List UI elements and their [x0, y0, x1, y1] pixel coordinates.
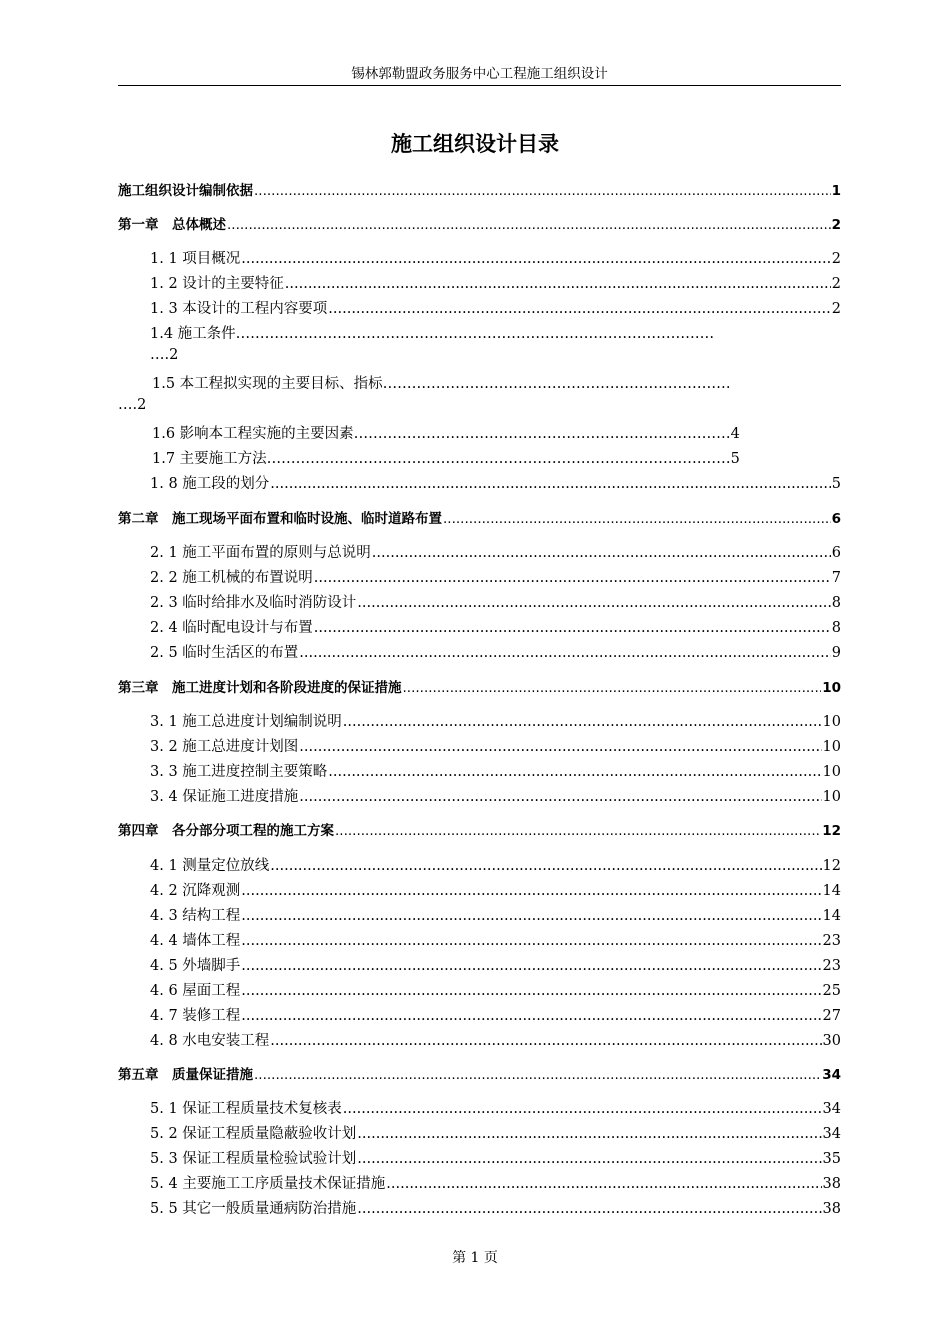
toc-label: 2. 2 施工机械的布置说明: [150, 570, 313, 586]
toc-leader: ………………………………………………………………: [382, 376, 731, 392]
toc-section-4-6[interactable]: [150, 979, 841, 1001]
toc-section-3-2[interactable]: [150, 735, 841, 757]
toc-page: ….2: [118, 397, 147, 413]
toc-section-3-1[interactable]: [150, 710, 841, 732]
toc-section-2-5[interactable]: [150, 641, 841, 663]
toc-label: 4. 1 测量定位放线: [150, 858, 270, 874]
toc-label: 第三章 施工进度计划和各阶段进度的保证措施: [118, 680, 402, 696]
toc-page: 8: [831, 620, 841, 636]
toc-page: 8: [831, 595, 841, 611]
toc-label: 3. 2 施工总进度计划图: [150, 739, 299, 755]
toc-page: 38: [822, 1176, 841, 1192]
toc-section-4-8[interactable]: [150, 1029, 841, 1051]
toc-label: 2. 1 施工平面布置的原则与总说明: [150, 545, 371, 561]
toc-label: 1.5 本工程拟实现的主要目标、指标: [152, 376, 383, 392]
toc-page: 35: [822, 1151, 841, 1167]
toc-page: 38: [822, 1201, 841, 1217]
toc-label: 5. 4 主要施工工序质量技术保证措施: [150, 1176, 386, 1192]
toc-section-1-5[interactable]: [152, 372, 841, 393]
toc-label: 1.4 施工条件: [150, 326, 236, 342]
toc-section-2-2[interactable]: [150, 566, 841, 588]
toc-section-3-3[interactable]: [150, 760, 841, 782]
toc-section-5-4[interactable]: [150, 1172, 841, 1194]
toc-label: 2. 5 临时生活区的布置: [150, 645, 299, 661]
toc-section-1-2[interactable]: [150, 272, 841, 294]
toc-page: 10: [822, 739, 841, 755]
toc-chapter-3[interactable]: [118, 676, 841, 698]
toc-label: 1.6 影响本工程实施的主要因素: [152, 426, 354, 442]
toc-label: 2. 3 临时给排水及临时消防设计: [150, 595, 357, 611]
toc-section-4-3[interactable]: [150, 904, 841, 926]
toc-page: 2: [831, 251, 841, 267]
toc-label: 4. 6 屋面工程: [150, 983, 241, 999]
toc-section-1-8[interactable]: [150, 472, 841, 494]
toc-label: 4. 8 水电安装工程: [150, 1033, 270, 1049]
toc-label: 1.7 主要施工方法: [152, 451, 267, 467]
toc-chapter-1[interactable]: [118, 213, 841, 235]
toc-label: 4. 5 外墙脚手: [150, 958, 241, 974]
toc-section-5-5[interactable]: [150, 1197, 841, 1219]
toc-label: 3. 4 保证施工进度措施: [150, 789, 299, 805]
toc-section-4-1[interactable]: [150, 854, 841, 876]
toc-label: 5. 2 保证工程质量隐蔽验收计划: [150, 1126, 357, 1142]
toc-leader: ……………………………………………………………………………………5: [266, 451, 740, 467]
toc-section-2-1[interactable]: [150, 541, 841, 563]
page-footer: 第 1 页: [452, 1250, 498, 1266]
toc-label: 5. 5 其它一般质量通病防治措施: [150, 1201, 357, 1217]
toc-section-4-4[interactable]: [150, 929, 841, 951]
toc-page: 23: [822, 933, 841, 949]
toc-page: 23: [822, 958, 841, 974]
toc-label: 4. 3 结构工程: [150, 908, 241, 924]
toc-leader: ……………………………………………………………………4: [353, 426, 740, 442]
toc-label: 4. 7 装修工程: [150, 1008, 241, 1024]
toc-page: 6: [831, 545, 841, 561]
toc-label: 第二章 施工现场平面布置和临时设施、临时道路布置: [118, 511, 442, 527]
toc-title: 施工组织设计目录: [391, 132, 559, 156]
toc-page: 7: [831, 570, 841, 586]
toc-label: 5. 1 保证工程质量技术复核表: [150, 1101, 342, 1117]
toc-label: 1. 1 项目概况: [150, 251, 241, 267]
toc-section-2-4[interactable]: [150, 616, 841, 638]
toc-section-4-2[interactable]: [150, 879, 841, 901]
toc-label: 1. 8 施工段的划分: [150, 476, 270, 492]
toc-page: 2: [831, 276, 841, 292]
toc-label: 1. 3 本设计的工程内容要项: [150, 301, 328, 317]
toc-page: 6: [831, 511, 841, 527]
toc-section-1-6[interactable]: [152, 422, 841, 443]
toc-page: 14: [822, 908, 841, 924]
toc-label: 3. 1 施工总进度计划编制说明: [150, 714, 342, 730]
toc-section-5-3[interactable]: [150, 1147, 841, 1169]
toc-section-4-5[interactable]: [150, 954, 841, 976]
toc-label: 施工组织设计编制依据: [118, 183, 253, 199]
toc-page: 25: [822, 983, 841, 999]
toc-label: 2. 4 临时配电设计与布置: [150, 620, 313, 636]
toc-leader: ………………………………………………………………………………………: [235, 326, 715, 342]
toc-section-1-7[interactable]: [152, 447, 841, 468]
toc-section-1-1[interactable]: [150, 247, 841, 269]
toc-page: 34: [822, 1067, 841, 1083]
toc-page: 27: [822, 1008, 841, 1024]
toc-section-4-7[interactable]: [150, 1004, 841, 1026]
toc-section-3-4[interactable]: [150, 785, 841, 807]
toc-page: 12: [822, 823, 841, 839]
toc-label: 第一章 总体概述: [118, 217, 226, 233]
toc-page: 2: [831, 301, 841, 317]
toc-chapter-2[interactable]: [118, 507, 841, 529]
toc-page: 34: [822, 1101, 841, 1117]
toc-label: 5. 3 保证工程质量检验试验计划: [150, 1151, 357, 1167]
toc-chapter-4[interactable]: [118, 819, 841, 841]
toc-page: 34: [822, 1126, 841, 1142]
toc-section-5-2[interactable]: [150, 1122, 841, 1144]
toc-label: 3. 3 施工进度控制主要策略: [150, 764, 328, 780]
toc-label: 4. 2 沉降观测: [150, 883, 241, 899]
toc-section-5-1[interactable]: [150, 1097, 841, 1119]
toc-entry-basis[interactable]: [118, 179, 841, 201]
toc-page: 14: [822, 883, 841, 899]
toc-page: 5: [831, 476, 841, 492]
toc-chapter-5[interactable]: [118, 1063, 841, 1085]
page-header: 锡林郭勒盟政务服务中心工程施工组织设计: [118, 66, 841, 86]
toc-page: 12: [822, 858, 841, 874]
toc-page: 10: [822, 764, 841, 780]
toc-page: 10: [822, 714, 841, 730]
toc-page: 9: [831, 645, 841, 661]
toc-section-1-3[interactable]: [150, 297, 841, 319]
toc-page: 10: [822, 680, 841, 696]
toc-page: 2: [831, 217, 841, 233]
toc-label: 第五章 质量保证措施: [118, 1067, 253, 1083]
toc-page: 1: [831, 183, 841, 199]
toc-section-2-3[interactable]: [150, 591, 841, 613]
toc-section-1-4-page: [150, 347, 250, 363]
toc-label: 第四章 各分部分项工程的施工方案: [118, 823, 334, 839]
toc-page: 30: [822, 1033, 841, 1049]
toc-label: 1. 2 设计的主要特征: [150, 276, 284, 292]
toc-page: ….2: [150, 347, 179, 363]
toc-section-1-5-page: [118, 397, 218, 413]
toc-page: 10: [822, 789, 841, 805]
toc-section-1-4[interactable]: [150, 322, 841, 343]
toc-label: 4. 4 墙体工程: [150, 933, 241, 949]
